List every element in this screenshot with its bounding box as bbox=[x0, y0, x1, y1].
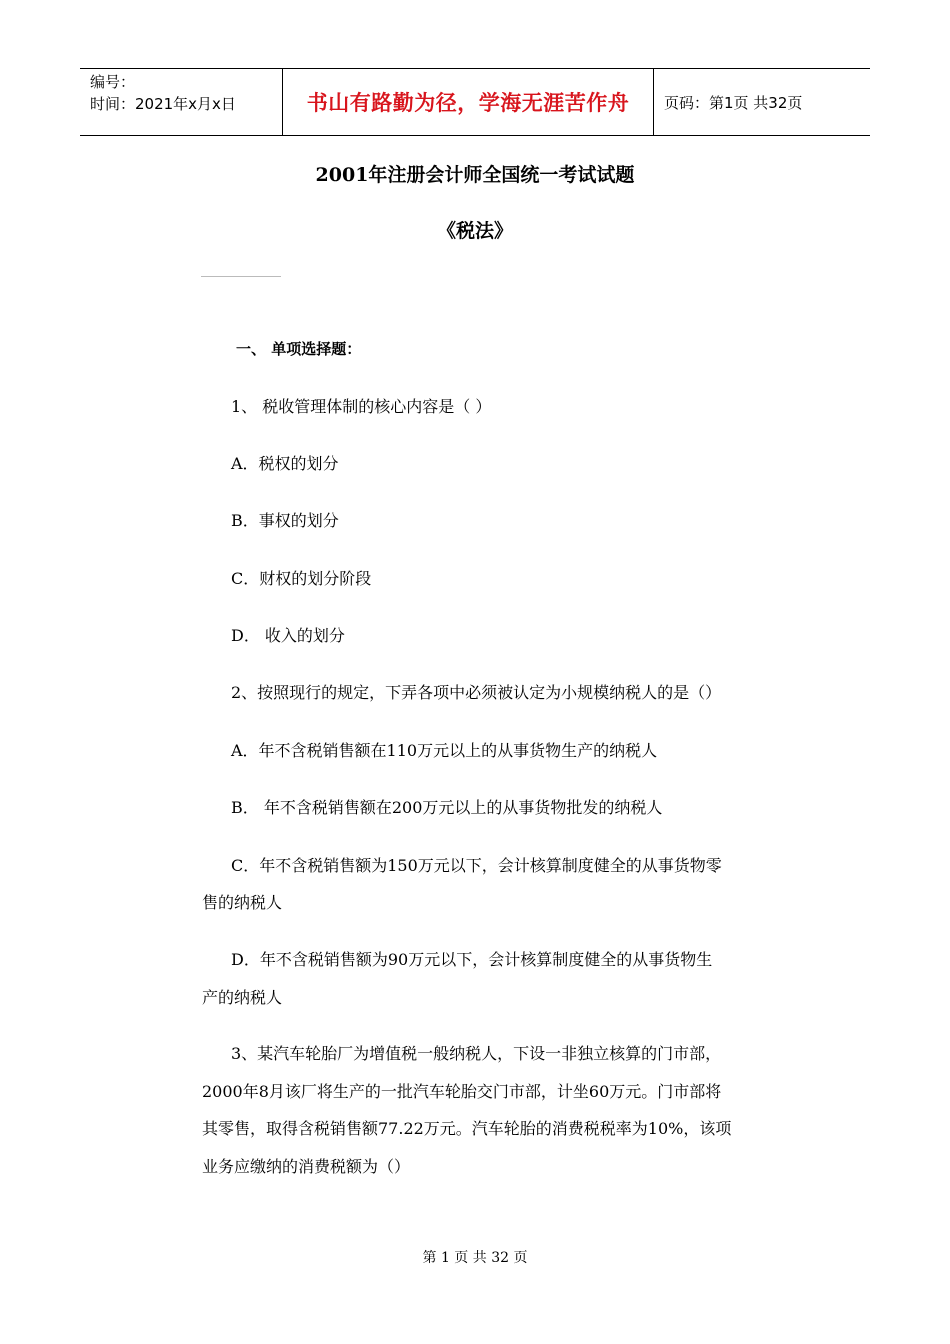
option-2a: A．年不含税销售额在110万元以上的从事货物生产的纳税人 bbox=[231, 741, 658, 760]
option-2c-continued: 售的纳税人 bbox=[202, 893, 283, 912]
question-3-line-3: 其零售，取得含税销售额77.22万元。汽车轮胎的消费税税率为10%，该项 bbox=[202, 1119, 732, 1138]
header-meta bbox=[80, 69, 282, 135]
document-time-label: 时间：2021年x月x日 bbox=[90, 95, 236, 113]
document-title: 2001年注册会计师全国统一考试试题 bbox=[315, 164, 635, 186]
short-divider bbox=[201, 276, 281, 277]
option-1b: B．事权的划分 bbox=[231, 511, 339, 530]
section-heading: 一、 单项选择题： bbox=[236, 340, 362, 358]
header-page-info: 页码：第1页 共32页 bbox=[664, 93, 803, 112]
question-1: 1、 税收管理体制的核心内容是（ ） bbox=[231, 397, 492, 416]
header-motto: 书山有路勤为径，学海无涯苦作舟 bbox=[282, 69, 654, 135]
question-3-line-4: 业务应缴纳的消费税额为（） bbox=[202, 1157, 411, 1176]
question-3: 3、某汽车轮胎厂为增值税一般纳税人，下设一非独立核算的门市部， bbox=[231, 1044, 722, 1063]
option-2d: D．年不含税销售额为90万元以下，会计核算制度健全的从事货物生 bbox=[231, 950, 713, 969]
document-subtitle: 《税法》 bbox=[436, 220, 513, 242]
option-1c: C．财权的划分阶段 bbox=[231, 569, 372, 588]
page-footer: 第 1 页 共 32 页 bbox=[422, 1250, 528, 1266]
question-2: 2、按照现行的规定，下弄各项中必须被认定为小规模纳税人的是（） bbox=[231, 683, 722, 702]
option-2b: B． 年不含税销售额在200万元以上的从事货物批发的纳税人 bbox=[231, 798, 663, 817]
option-2d-continued: 产的纳税人 bbox=[202, 988, 283, 1007]
option-1d: D． 收入的划分 bbox=[231, 626, 345, 645]
option-1a: A．税权的划分 bbox=[231, 454, 339, 473]
question-3-line-2: 2000年8月该厂将生产的一批汽车轮胎交门市部，计坐60万元。门市部将 bbox=[202, 1082, 722, 1101]
document-number-label: 编号： bbox=[90, 73, 136, 91]
header-table bbox=[80, 68, 870, 136]
option-2c: C．年不含税销售额为150万元以下，会计核算制度健全的从事货物零 bbox=[231, 856, 722, 875]
